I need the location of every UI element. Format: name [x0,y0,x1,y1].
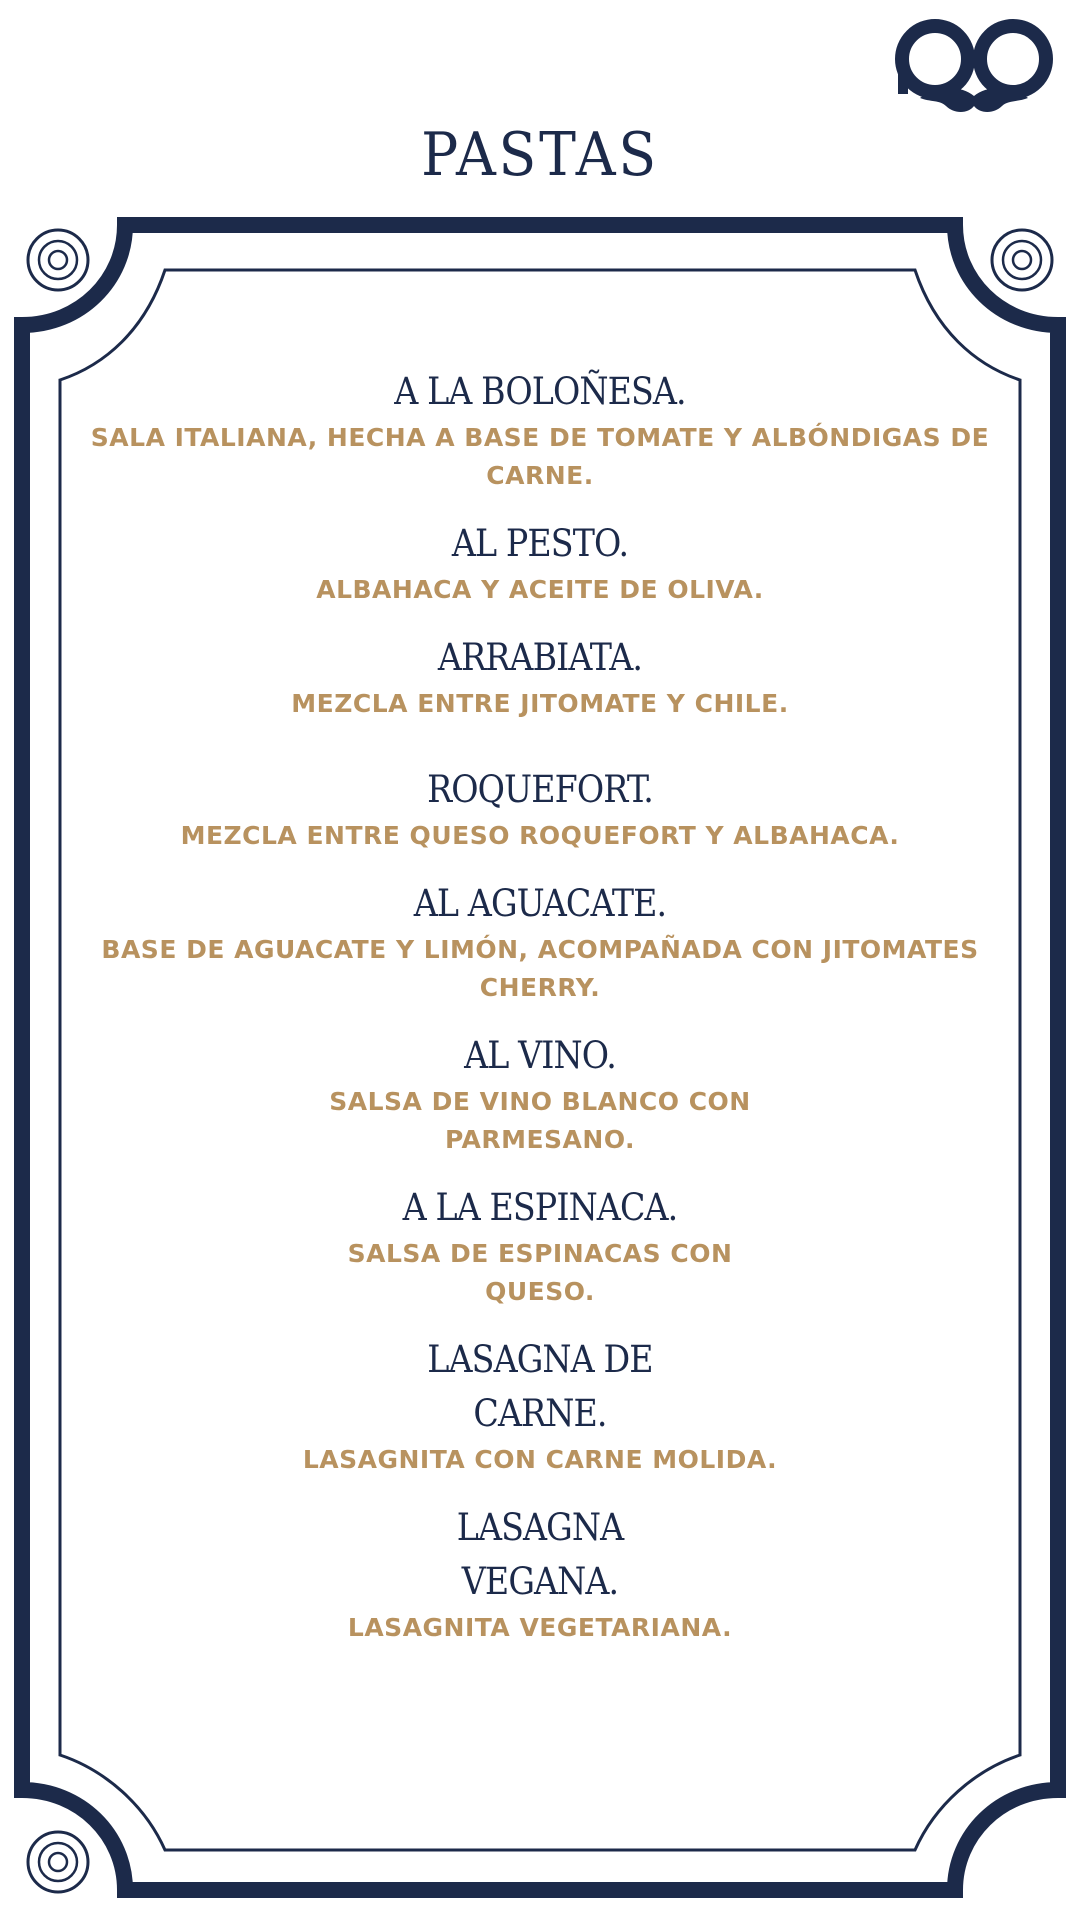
spiral-ornament-icon [992,230,1052,290]
item-name: AL PESTO. [451,522,629,565]
page-title: PASTAS [421,120,659,190]
item-name: LASAGNA VEGANA. [456,1506,624,1603]
menu-list [80,365,1000,1647]
menu-item [80,877,1000,1007]
item-description: SALA ITALIANA, HECHA A BASE DE TOMATE Y ALBÓNDIGAS DE CARNE. [90,423,990,490]
item-name: A LA ESPINACA. [402,1186,678,1229]
menu-item [80,517,1000,609]
item-description: MEZCLA ENTRE QUESO ROQUEFORT Y ALBAHACA. [180,821,900,850]
menu-item [80,1181,1000,1311]
spiral-ornament-icon [28,230,88,290]
item-description: LASAGNITA CON CARNE MOLIDA. [302,1445,778,1474]
item-description: SALSA DE ESPINACAS CON QUESO. [347,1239,733,1306]
item-name: A LA BOLOÑESA. [394,370,686,413]
item-description: ALBAHACA Y ACEITE DE OLIVA. [316,575,764,604]
menu-item [80,1501,1000,1647]
item-name: ROQUEFORT. [427,768,653,811]
item-description: BASE DE AGUACATE Y LIMÓN, ACOMPAÑADA CON JITOMATES CHERRY. [101,935,979,1002]
item-name: ARRABIATA. [437,636,643,679]
item-description: LASAGNITA VEGETARIANA. [347,1613,733,1642]
item-description: MEZCLA ENTRE JITOMATE Y CHILE. [291,689,789,718]
menu-item [80,1333,1000,1479]
logo-glasses-mustache-icon [890,14,1060,134]
spiral-ornament-icon [28,1832,88,1892]
item-description: SALSA DE VINO BLANCO CON PARMESANO. [329,1087,751,1154]
item-name: LASAGNA DE CARNE. [427,1338,653,1435]
item-name: AL AGUACATE. [413,882,667,925]
menu-item [80,763,1000,855]
item-name: AL VINO. [464,1034,616,1077]
menu-item [80,631,1000,723]
menu-item [80,1029,1000,1159]
menu-item [80,365,1000,495]
